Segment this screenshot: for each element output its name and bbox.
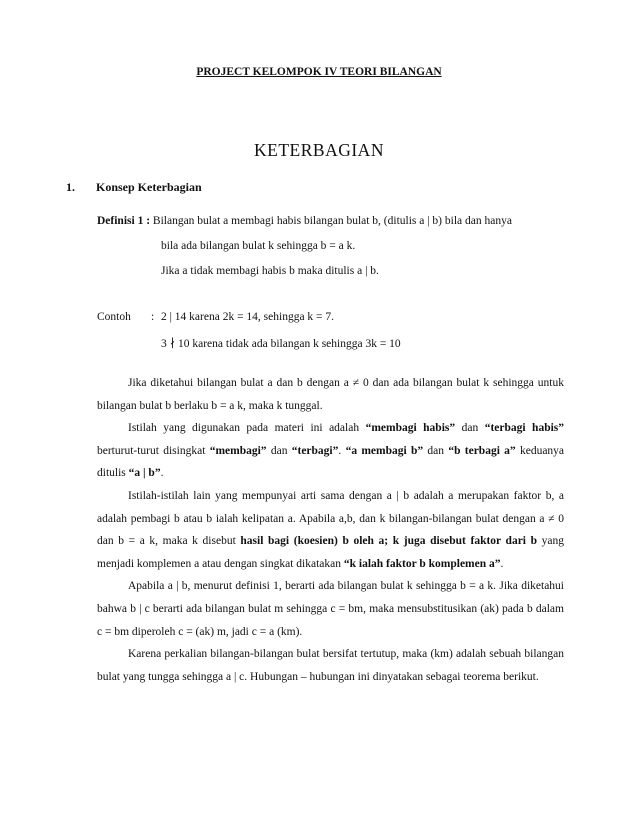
header: PROJECT KELOMPOK IV TEORI BILANGAN bbox=[196, 66, 442, 78]
definition-text-1: Bilangan bulat a membagi habis bilangan bulat b, (ditulis a | b) bila dan hanya bbox=[150, 215, 512, 227]
paragraph-3: Istilah-istilah lain yang mempunyai arti sama dengan a | b adalah a merupakan faktor b, a adalah pembagi b atau b ialah kelipatan a. Apabila a,b, dan k bilangan-bilangan bulat dengan a ≠ 0 dan b = a k, maka k disebut hasil bagi (koesien) b oleh a; k juga disebut faktor dari b yang menjadi komplemen a atau dengan singkat dikatakan “k ialah faktor b komplemen a”. bbox=[97, 489, 565, 570]
paragraph-1: Jika diketahui bilangan bulat a dan b dengan a ≠ 0 dan ada bilangan bulat k sehingga untuk bilangan bulat b berlaku b = a k, maka k tunggal. bbox=[97, 377, 564, 412]
definition-line-3: Jika a tidak membagi habis b maka ditulis a | b. bbox=[161, 265, 379, 277]
example-line-1: 2 | 14 karena 2k = 14, sehingga k = 7. bbox=[161, 311, 335, 323]
section-number: 1. bbox=[66, 180, 75, 194]
section-heading bbox=[66, 180, 202, 195]
example-label: Contoh bbox=[97, 311, 131, 323]
page-title: KETERBAGIAN bbox=[254, 140, 384, 160]
definition-line-2: bila ada bilangan bulat k sehingga b = a k. bbox=[161, 240, 356, 252]
section-title: Konsep Keterbagian bbox=[96, 180, 202, 194]
example-colon: : bbox=[151, 311, 155, 323]
paragraph-5: Karena perkalian bilangan-bilangan bulat bersifat tertutup, maka (km) adalah sebuah bilangan bulat yang tungga sehingga a | c. Hubungan – hubungan ini dinyatakan sebagai teorema berikut. bbox=[97, 648, 564, 683]
body-text bbox=[97, 372, 564, 688]
definition-line-1 bbox=[97, 215, 512, 227]
example-line-2: 3 ∤ 10 karena tidak ada bilangan k sehingga 3k = 10 bbox=[161, 338, 401, 350]
definition-label: Definisi 1 : bbox=[97, 215, 151, 227]
paragraph-4: Apabila a | b, menurut definisi 1, berarti ada bilangan bulat k sehingga b = a k. Jika diketahui bahwa b | c berarti ada bilangan bulat m sehingga c = bm, maka mensubstitusikan (ak) pada b dalam c = bm diperoleh c = (ak) m, jadi c = a (km). bbox=[97, 580, 564, 638]
paragraph-2: Istilah yang digunakan pada materi ini adalah “membagi habis” dan “terbagi habis” berturut-turut disingkat “membagi” dan “terbagi”. “a membagi b” dan “b terbagi a” keduanya ditulis “a | b”. bbox=[97, 422, 565, 480]
